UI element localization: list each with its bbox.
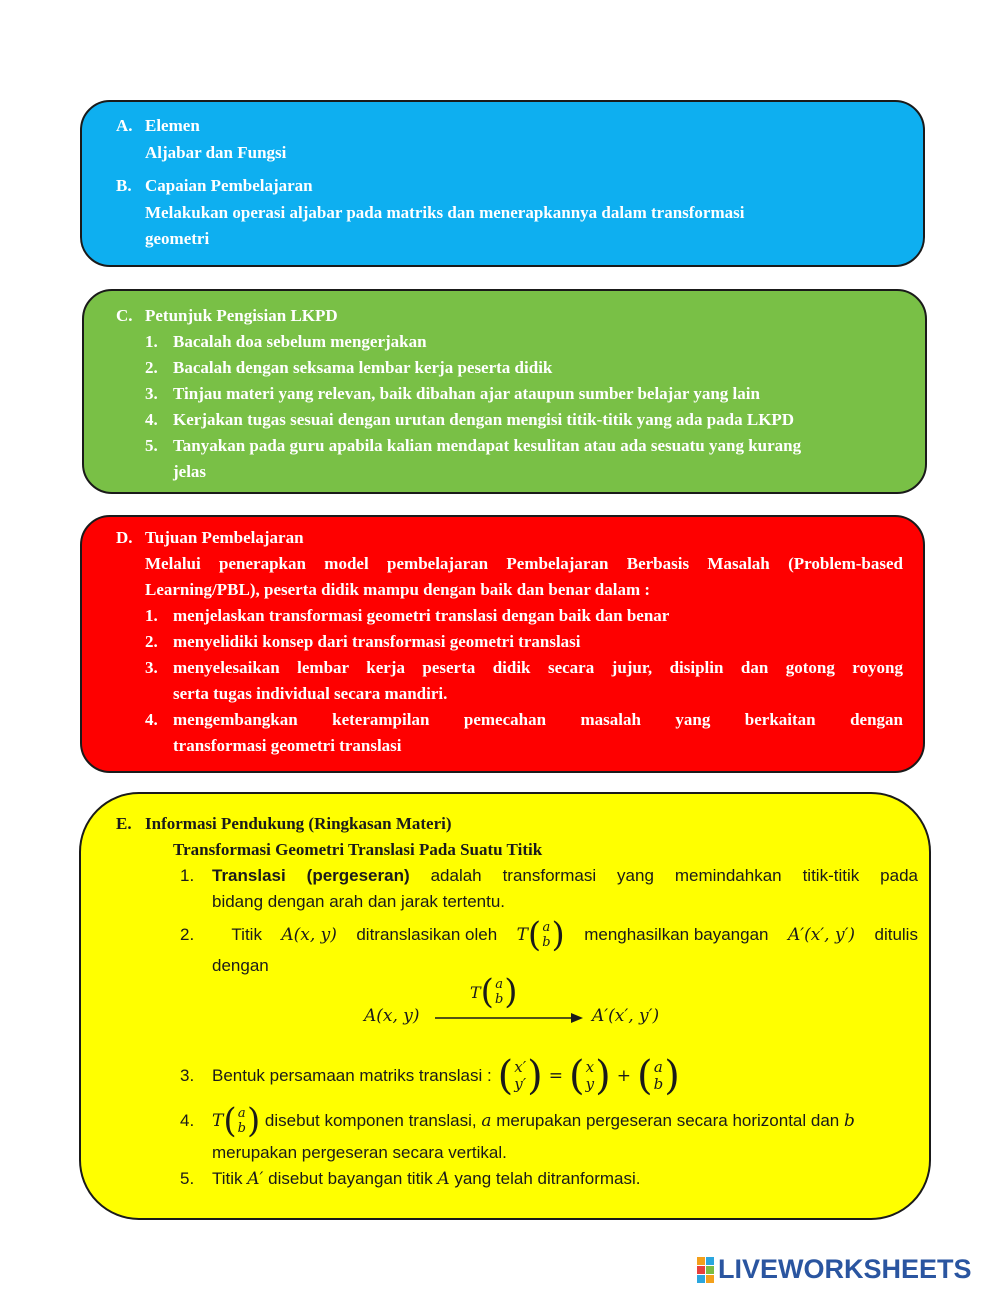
section-e-subtitle: Transformasi Geometri Translasi Pada Suatu Titik (173, 840, 543, 859)
diagram-arrow (435, 1010, 585, 1026)
translation-vector: T ( a b ) (516, 915, 565, 955)
section-b-body-line1: Melakukan operasi aljabar pada matriks dan menerapkannya dalam transformasi (145, 203, 745, 222)
diagram-point-a-prime: A′(x′, y′) (592, 1006, 660, 1026)
logo-blocks-icon (697, 1257, 714, 1283)
vector-ab: ( a b ) (636, 1053, 680, 1099)
info-item-5: 5. Titik A′ disebut bayangan titik A yang telah ditranformasi. (180, 1169, 641, 1189)
info-item-3: 3. Bentuk persamaan matriks translasi : ( x′ y′ ) = ( x y ) + ( a b ) (180, 1053, 680, 1099)
list-item: 2. Bacalah dengan seksama lembar kerja peserta didik (145, 358, 553, 377)
section-a-heading: A. Elemen (116, 116, 200, 135)
liveworksheets-logo: LIVEWORKSHEETS (697, 1254, 972, 1285)
section-b-body-line2: geometri (145, 229, 210, 248)
section-d-heading: D. Tujuan Pembelajaran (116, 528, 304, 547)
section-a-body: Aljabar dan Fungsi (145, 143, 287, 162)
info-item-2: 2. Titik A(x, y) ditranslasikan oleh T ( a b ) menghasilkan bayangan A′(x′, y′) ditulis (180, 915, 918, 955)
list-item: 1. menjelaskan transformasi geometri translasi dengan baik dan benar (145, 606, 670, 625)
vector-x: ( x y ) (569, 1053, 611, 1099)
list-item: 4. mengembangkan keterampilan pemecahan masalah yang berkaitan dengan (145, 710, 903, 729)
section-c-heading: C. Petunjuk Pengisian LKPD (116, 306, 338, 325)
section-b-heading: B. Capaian Pembelajaran (116, 176, 313, 195)
vector-x-prime: ( x′ y′ ) (497, 1053, 543, 1099)
section-d-intro-line2: Learning/PBL), peserta didik mampu dengan baik dan benar dalam : (145, 580, 651, 599)
list-item-continuation: serta tugas individual secara mandiri. (173, 684, 448, 703)
diagram-transform-label: T ( a b ) (470, 972, 518, 1012)
list-item-continuation: transformasi geometri translasi (173, 736, 402, 755)
list-item: 1. Bacalah doa sebelum mengerjakan (145, 332, 427, 351)
info-item-1-cont: bidang dengan arah dan jarak tertentu. (212, 892, 506, 911)
list-item: 3. menyelesaikan lembar kerja peserta didik secara jujur, disiplin dan gotong royong (145, 658, 903, 677)
translation-vector: T ( a b ) (212, 1101, 261, 1141)
list-item-continuation: jelas (173, 462, 207, 481)
list-item: 5. Tanyakan pada guru apabila kalian mendapat kesulitan atau ada sesuatu yang kurang (145, 436, 802, 455)
section-e-heading: E. Informasi Pendukung (Ringkasan Materi) (116, 814, 452, 833)
diagram-point-a: A(x, y) (364, 1006, 420, 1026)
list-item: 3. Tinjau materi yang relevan, baik dibahan ajar ataupun sumber belajar yang lain (145, 384, 760, 403)
info-item-1: 1. Translasi (pergeseran) adalah transformasi yang memindahkan titik-titik pada (180, 866, 918, 885)
info-item-4: 4. T ( a b ) disebut komponen translasi, a merupakan pergeseran secara horizontal dan b (180, 1101, 855, 1141)
info-item-4-cont: merupakan pergeseran secara vertikal. (212, 1143, 507, 1162)
section-d-intro-line1: Melalui penerapkan model pembelajaran Pembelajaran Berbasis Masalah (Problem-based (145, 554, 903, 573)
list-item: 2. menyelidiki konsep dari transformasi geometri translasi (145, 632, 581, 651)
info-item-2-cont: dengan (212, 956, 269, 975)
list-item: 4. Kerjakan tugas sesuai dengan urutan dengan mengisi titik-titik yang ada pada LKPD (145, 410, 795, 429)
